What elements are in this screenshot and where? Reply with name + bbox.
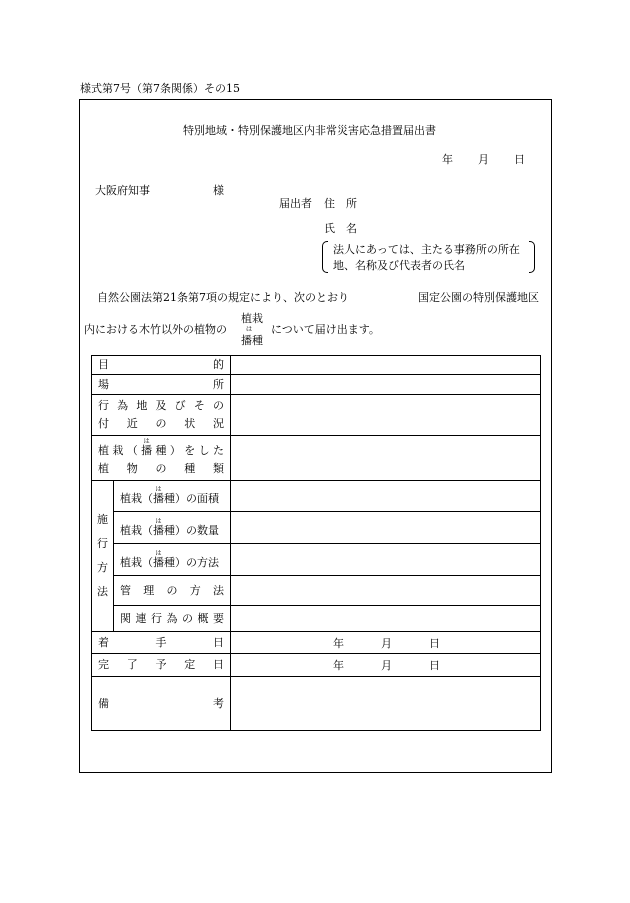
row-quantity <box>92 512 541 544</box>
value-area[interactable] <box>231 481 541 512</box>
completion-year: 年 <box>333 659 344 672</box>
name-label: 氏 名 <box>324 222 357 235</box>
value-purpose[interactable] <box>231 356 541 375</box>
note-brace-right <box>529 241 535 273</box>
choice-top: 植栽 <box>241 312 263 325</box>
body-line-2-left: 内における木竹以外の植物の <box>84 323 227 336</box>
value-related[interactable] <box>231 606 541 632</box>
row-species <box>92 436 541 481</box>
note-line-2: 地、名称及び代表者の氏名 <box>333 259 465 272</box>
start-day: 日 <box>429 636 440 650</box>
label-site-status: 行為地及びその 付近の状況 <box>92 395 231 436</box>
body-line-1-left: 自然公園法第21条第7項の規定により、次のとおり <box>97 291 349 304</box>
label-method: 植栽（播は種）の方法 <box>114 544 231 576</box>
label-start-date: 着手日 <box>92 632 231 654</box>
value-place[interactable] <box>231 375 541 395</box>
completion-month: 月 <box>381 659 392 672</box>
completion-day: 日 <box>429 659 440 672</box>
note-brace-left <box>322 241 328 273</box>
value-management[interactable] <box>231 576 541 606</box>
value-remarks[interactable] <box>231 677 541 731</box>
date-day: 日 <box>514 153 525 166</box>
row-place <box>92 375 541 395</box>
label-place: 場所 <box>92 375 231 395</box>
choice-ruby: は <box>246 326 253 333</box>
body-line-1-right: 国定公園の特別保護地区 <box>418 291 539 304</box>
form-title: 特別地域・特別保護地区内非常災害応急措置届出書 <box>183 124 436 137</box>
value-quantity[interactable] <box>231 512 541 544</box>
address-label: 住 所 <box>324 197 357 210</box>
row-purpose <box>92 356 541 375</box>
row-area <box>92 481 541 512</box>
value-site-status[interactable] <box>231 395 541 436</box>
row-site-status <box>92 395 541 436</box>
row-completion-date <box>92 654 541 677</box>
addressee-sama: 様 <box>213 184 224 197</box>
applicant-label: 届出者 <box>279 197 312 210</box>
date-month: 月 <box>478 153 489 166</box>
note-line-1: 法人にあっては、主たる事務所の所在 <box>333 243 520 256</box>
value-species[interactable] <box>231 436 541 481</box>
date-year: 年 <box>442 153 453 166</box>
row-remarks <box>92 677 541 731</box>
value-start-date[interactable] <box>231 632 541 654</box>
label-method-group: 施 行 方 法 <box>92 481 114 632</box>
addressee-governor: 大阪府知事 <box>95 184 150 197</box>
notification-table <box>91 355 541 731</box>
label-area: 植栽（播は種）の面積 <box>114 481 231 512</box>
value-method[interactable] <box>231 544 541 576</box>
choice-bottom: 播種 <box>241 334 263 347</box>
start-year: 年 <box>333 636 344 650</box>
label-management: 管理の方法 <box>114 576 231 606</box>
label-remarks: 備考 <box>92 677 231 731</box>
label-related: 関連行為の概要 <box>114 606 231 632</box>
row-method <box>92 544 541 576</box>
label-species: 植栽（播は種）をした 植物の種類 <box>92 436 231 481</box>
label-purpose: 目的 <box>92 356 231 375</box>
row-management <box>92 576 541 606</box>
body-line-2-right: について届け出ます。 <box>271 323 380 336</box>
start-month: 月 <box>381 636 392 650</box>
value-completion-date[interactable] <box>231 654 541 677</box>
form-id: 様式第7号（第7条関係）その15 <box>80 82 240 95</box>
row-related <box>92 606 541 632</box>
label-completion-date: 完了予定日 <box>92 654 231 677</box>
label-quantity: 植栽（播は種）の数量 <box>114 512 231 544</box>
row-start-date <box>92 632 541 654</box>
